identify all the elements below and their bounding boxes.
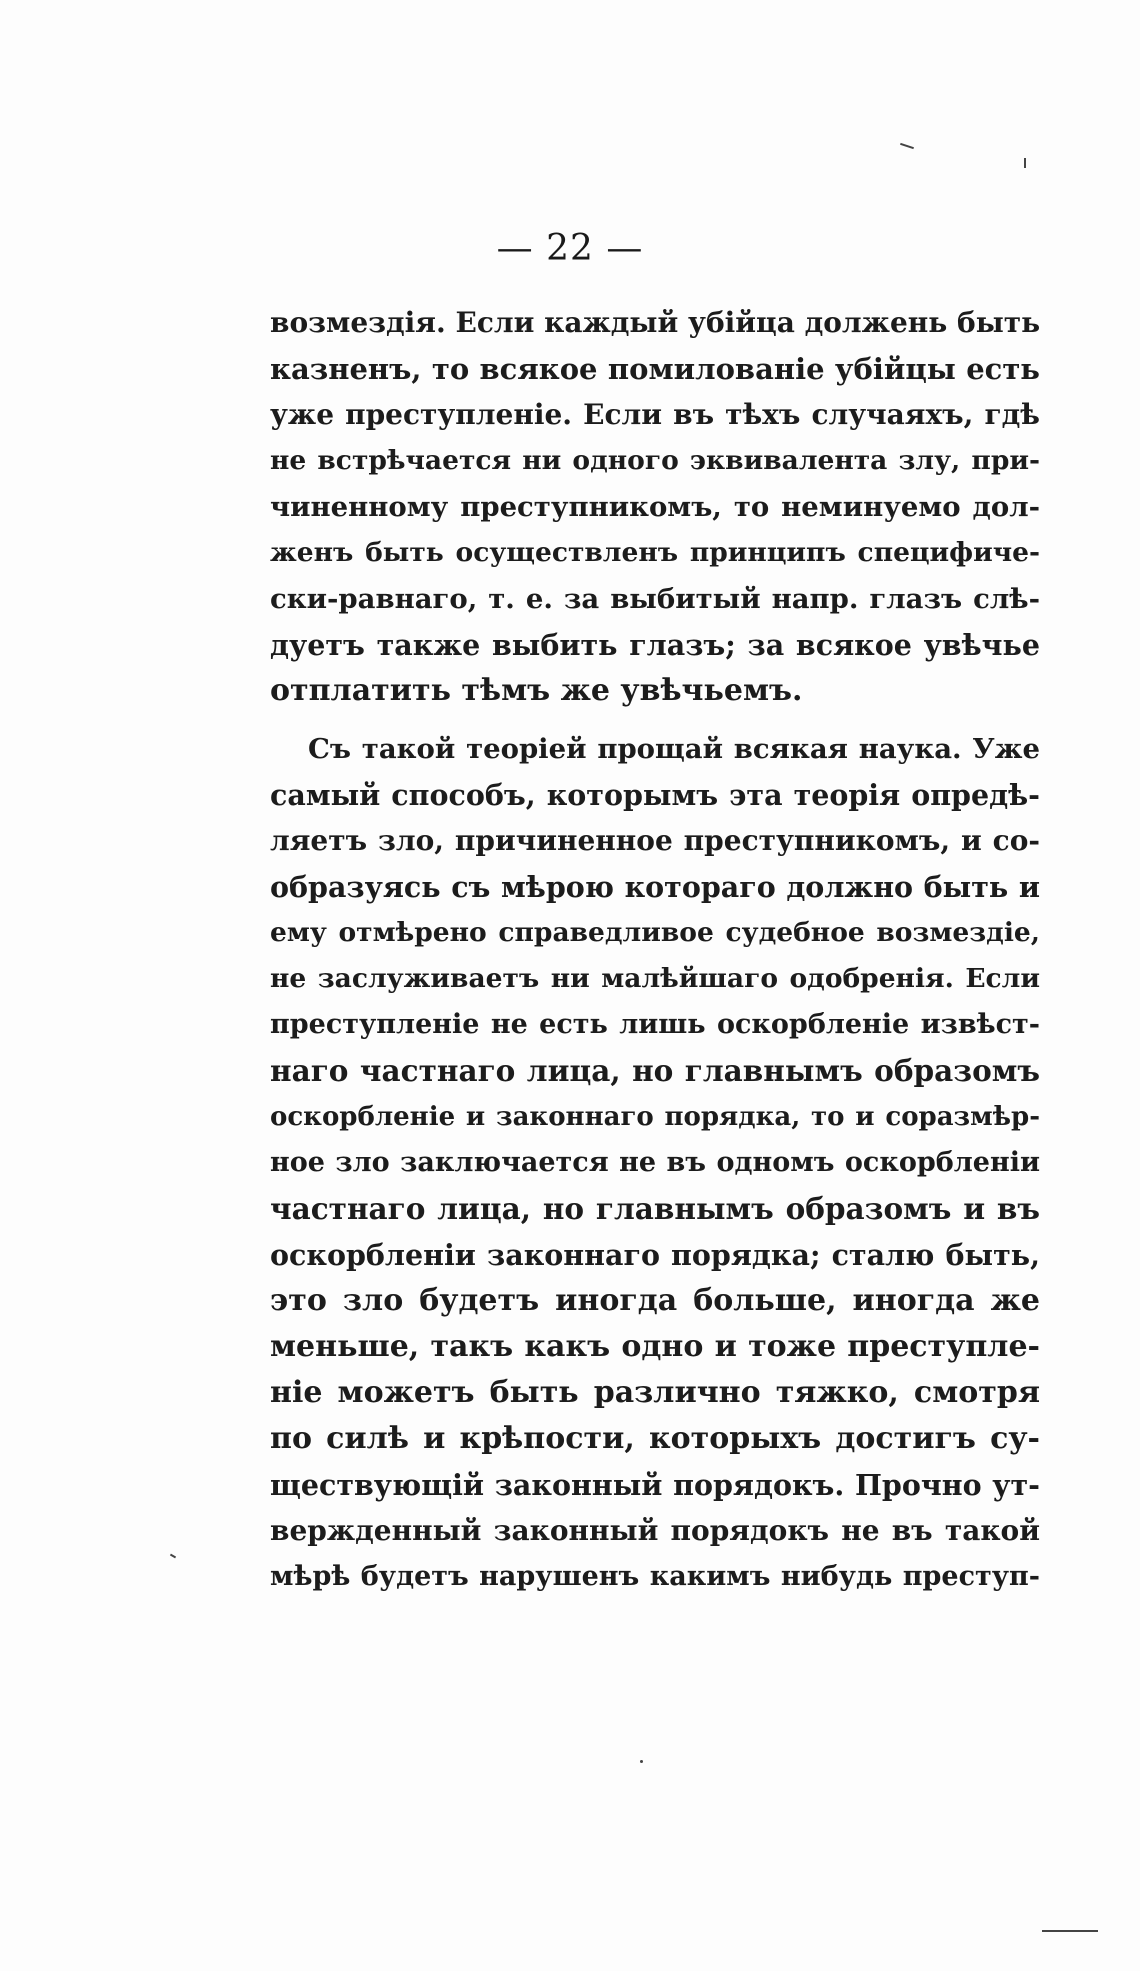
scan-speck bbox=[1042, 1930, 1098, 1932]
text-line: образуясь съ мѣрою котораго должно быть и bbox=[270, 870, 1040, 904]
text-line: наго частнаго лица, но главнымъ образомъ bbox=[270, 1053, 1040, 1088]
text-line: возмездія. Если каждый убійца должень быть bbox=[270, 306, 1041, 339]
text-line: ски-равнаго, т. е. за выбитый напр. глазъ слѣ- bbox=[270, 583, 1040, 615]
text-line: ное зло заключается не въ одномъ оскорбленіи bbox=[270, 1147, 1040, 1178]
scan-speck bbox=[900, 143, 914, 149]
paragraph bbox=[270, 300, 1040, 714]
text-line: самый способъ, которымъ эта теорія опредѣ- bbox=[270, 778, 1040, 812]
text-line: оскорбленіи законнаго порядка; сталю быть, bbox=[270, 1238, 1040, 1272]
text-line: преступленіе не есть лишь оскорбленіе извѣст- bbox=[270, 1009, 1040, 1040]
text-line: Съ такой теоріей прощай всякая наука. Уже bbox=[308, 733, 1040, 765]
text-line: женъ быть осуществленъ принципъ специфиче- bbox=[270, 537, 1040, 568]
text-line: не встрѣчается ни одного эквивалента злу, при- bbox=[270, 445, 1040, 476]
text-line: чиненному преступникомъ, то неминуемо дол- bbox=[270, 491, 1040, 523]
text-line: отплатить тѣмъ же увѣчьемъ. bbox=[270, 673, 803, 708]
body-text bbox=[270, 300, 1040, 1600]
text-line: дуетъ также выбить глазъ; за всякое увѣчье bbox=[270, 628, 1040, 662]
paragraph bbox=[270, 726, 1040, 1600]
text-line: ему отмѣрено справедливое судебное возмездіе, bbox=[270, 917, 1040, 948]
page-number: — 22 — bbox=[496, 228, 644, 269]
text-line: вержденный законный порядокъ не въ такой bbox=[270, 1514, 1040, 1547]
text-line: оскорбленіе и законнаго порядка, то и соразмѣр- bbox=[270, 1102, 1040, 1132]
text-line: не заслуживаетъ ни малѣйшаго одобренія. Если bbox=[270, 963, 1040, 994]
text-line: по силѣ и крѣпости, которыхъ достигъ су- bbox=[270, 1421, 1040, 1456]
text-line: ляетъ зло, причиненное преступникомъ, и со- bbox=[270, 824, 1040, 857]
scan-speck bbox=[640, 1760, 643, 1763]
text-line: ществующій законный порядокъ. Прочно ут- bbox=[270, 1468, 1040, 1502]
scan-speck bbox=[1024, 158, 1026, 168]
text-line: частнаго лица, но главнымъ образомъ и въ bbox=[270, 1191, 1040, 1226]
scan-speck bbox=[170, 1554, 176, 1559]
text-line: ніе можетъ быть различно тяжко, смотря bbox=[270, 1375, 1040, 1410]
text-line: мѣрѣ будетъ нарушенъ какимъ нибудь преступ- bbox=[270, 1561, 1040, 1592]
text-line: уже преступленіе. Если въ тѣхъ случаяхъ, гдѣ bbox=[270, 398, 1040, 431]
text-line: это зло будетъ иногда больше, иногда же bbox=[270, 1283, 1040, 1318]
text-line: меньше, такъ какъ одно и тоже преступле- bbox=[270, 1329, 1040, 1364]
text-line: казненъ, то всякое помилованіе убійцы есть bbox=[270, 352, 1040, 386]
